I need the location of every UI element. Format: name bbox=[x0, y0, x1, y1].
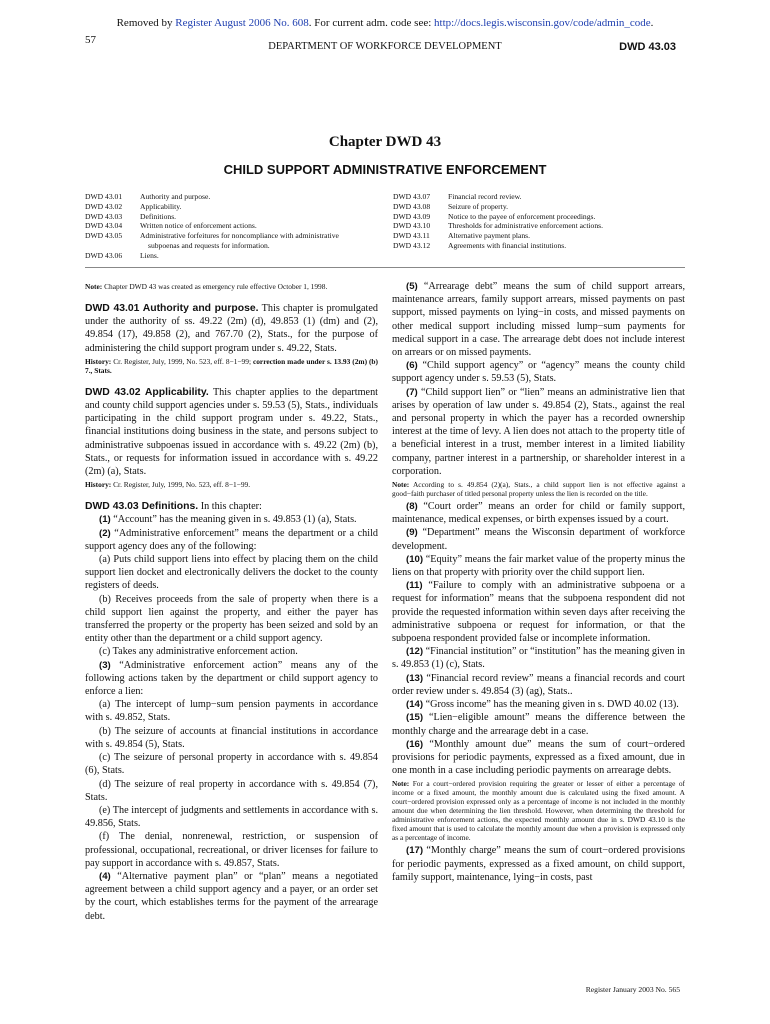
definition-number: (14) bbox=[406, 699, 424, 711]
definition-16 bbox=[392, 738, 685, 778]
toc-number: DWD 43.05 bbox=[85, 231, 123, 241]
definition-2 bbox=[85, 527, 378, 553]
note-text: According to s. 49.854 (2)(a), Stats., a child support lien is not effective against a good−faith purchaser of titled personal property unless the lien is recorded on the title. bbox=[392, 480, 685, 499]
toc-number: DWD 43.03 bbox=[85, 211, 123, 221]
toc-number: DWD 43.09 bbox=[393, 211, 431, 221]
definition-number: (7) bbox=[406, 386, 418, 398]
definition-number: (8) bbox=[406, 501, 418, 513]
definition-text: “Financial institution” or “institution” has the meaning given in s. 49.853 (1) (c), Stats. bbox=[392, 646, 685, 671]
chapter-heading: Chapter DWD 43 bbox=[328, 134, 442, 150]
note-label: Note: bbox=[85, 282, 103, 291]
definition-13 bbox=[392, 672, 685, 698]
toc-title: Notice to the payee of enforcement proceedings. bbox=[448, 211, 596, 221]
section-heading: DWD 43.03 Definitions. bbox=[85, 501, 199, 513]
toc-title: Administrative forfeitures for noncompliance with administrative bbox=[140, 231, 339, 241]
definition-11 bbox=[392, 579, 685, 645]
toc-title: Written notice of enforcement actions. bbox=[140, 221, 257, 231]
paragraph-2c: (c) Takes any administrative enforcement action. bbox=[99, 646, 298, 658]
definition-text: “Lien−eligible amount” means the difference between the monthly charge and the arrearage debt in a case. bbox=[392, 712, 685, 737]
register-link[interactable]: Register August 2006 No. 608 bbox=[175, 17, 309, 29]
section-text: In this chapter: bbox=[198, 501, 262, 513]
definition-12 bbox=[392, 645, 685, 671]
definition-text: “Department” means the Wisconsin department of workforce development. bbox=[392, 527, 685, 552]
history-label: History: bbox=[85, 480, 112, 490]
paragraph-2a: (a) Puts child support liens into effect by placing them on the child support lien docket and electronically delivers the docket to the county registers of deeds. bbox=[85, 554, 378, 592]
toc-number: DWD 43.06 bbox=[85, 250, 123, 260]
toc-number: DWD 43.04 bbox=[85, 221, 123, 231]
banner-suffix: . bbox=[650, 17, 654, 29]
chapter-title: CHILD SUPPORT ADMINISTRATIVE ENFORCEMENT bbox=[223, 162, 547, 177]
definition-1 bbox=[85, 513, 378, 526]
lien-note bbox=[392, 480, 685, 498]
monthly-amount-note bbox=[392, 779, 685, 842]
definition-4 bbox=[85, 870, 378, 923]
definition-text: “Child support agency” or “agency” means the county child support agency under s. 59.53 (5), Stats. bbox=[392, 360, 685, 385]
definition-number: (10) bbox=[406, 553, 424, 565]
toc-number: DWD 43.12 bbox=[393, 240, 431, 250]
section-heading: DWD 43.02 Applicability. bbox=[85, 386, 209, 398]
definition-5 bbox=[392, 280, 685, 359]
definition-text: “Arrearage debt” means the sum of child support arrears, maintenance arrears, family support arrears, missed payments on past support, missed payments on lying−in costs, and missed payments on other medical support including missed lump−sum payments for medical support in a case. The arrearage debt does not include interest on arrears or on missed payments. bbox=[392, 281, 685, 359]
toc-row bbox=[85, 192, 385, 202]
section-code-header: DWD 43.03 bbox=[619, 41, 676, 53]
register-footer: Register January 2003 No. 565 bbox=[585, 985, 680, 994]
section-43-03 bbox=[85, 500, 378, 513]
toc-title: Thresholds for administrative enforcement actions. bbox=[448, 221, 603, 231]
chapter-note bbox=[85, 282, 378, 291]
toc-left bbox=[85, 192, 385, 261]
toc-row bbox=[85, 241, 385, 251]
history-text: Cr. Register, July, 1999, No. 523, eff. 8−1−99; bbox=[111, 356, 253, 366]
history-note bbox=[85, 480, 378, 489]
note-text: For a court−ordered provision requiring the greater or lesser of either a percentage of income or a fixed amount, the monthly amount due is calculated using the fixed amount. A court−ordered provision expressed only as a percentage of income is not included in the monthly amount due when determining the lien threshold. However, when determining the threshold for administrative enforcement actions, the expected monthly amount due in s. DWD 43.10 is the fixed amount that is used to calculate the monthly amount due when a provision is expressed only as a percentage of income. bbox=[392, 779, 685, 843]
definition-number: (17) bbox=[406, 845, 424, 857]
definition-number: (11) bbox=[406, 580, 423, 592]
toc-title: Definitions. bbox=[140, 211, 177, 221]
note-label: Note: bbox=[392, 779, 410, 789]
section-text: This chapter is promulgated under the authority of ss. 49.22 (2m) (d), 49.853 (1) (dm) and (2), 49.854 (17), 49.858 (2), and 767.70 (2), Stats., for the purpose of administering the child support program under s. 49.22, Stats. bbox=[85, 303, 378, 354]
definition-number: (13) bbox=[406, 672, 424, 684]
definition-9 bbox=[392, 526, 685, 552]
toc-number: DWD 43.07 bbox=[393, 192, 431, 201]
definition-text: “Alternative payment plan” or “plan” means a negotiated agreement between a child support agency and a payer, or an order set by the court, which establishes terms for the payment of the arrearage debt. bbox=[85, 870, 378, 922]
left-column bbox=[85, 280, 378, 923]
toc-row bbox=[85, 231, 385, 241]
paragraph-3a: (a) The intercept of lump−sum pension payments in accordance with s. 49.852, Stats. bbox=[85, 699, 378, 724]
definition-text: “Financial record review” means a financial records and court order review under s. 49.854 (3) (ag), Stats.. bbox=[392, 672, 685, 697]
definition-text: “Gross income” has the meaning given in s. DWD 40.02 (13). bbox=[423, 699, 679, 711]
section-43-01 bbox=[85, 302, 378, 355]
toc-title: Agreements with financial institutions. bbox=[448, 240, 567, 250]
removal-banner bbox=[0, 17, 770, 29]
definition-number: (15) bbox=[406, 712, 424, 724]
definition-number: (4) bbox=[99, 870, 111, 882]
toc-number bbox=[85, 241, 140, 251]
toc-row bbox=[393, 241, 693, 251]
paragraph-3e: (e) The intercept of judgments and settlements in accordance with s. 49.856, Stats. bbox=[85, 804, 378, 830]
section-43-02 bbox=[85, 386, 378, 478]
paragraph-3c: (c) The seizure of personal property in accordance with s. 49.854 (6), Stats. bbox=[85, 752, 378, 777]
toc-row bbox=[85, 251, 385, 261]
definition-6 bbox=[392, 359, 685, 385]
definition-text: “Monthly amount due” means the sum of court−ordered provisions for periodic payments, expressed as a fixed amount, due in one month in a case including periodic payments on arrearage debts. bbox=[392, 738, 685, 777]
toc-row bbox=[393, 231, 693, 241]
definition-text: “Account” has the meaning given in s. 49.853 (1) (a), Stats. bbox=[110, 514, 357, 526]
definition-15 bbox=[392, 711, 685, 737]
divider-line bbox=[85, 267, 685, 268]
definition-3 bbox=[85, 659, 378, 699]
definition-number: (5) bbox=[406, 281, 418, 292]
definition-17 bbox=[392, 844, 685, 884]
toc-title: Financial record review. bbox=[448, 192, 522, 201]
toc-title: Alternative payment plans. bbox=[448, 231, 531, 241]
right-column bbox=[392, 280, 685, 884]
history-text: Cr. Register, July, 1999, No. 523, eff. 8−1−99. bbox=[111, 480, 251, 490]
toc-row bbox=[393, 192, 693, 202]
toc-title: Seizure of property. bbox=[448, 201, 509, 211]
toc-row bbox=[393, 202, 693, 212]
section-text: This chapter applies to the department and county child support agencies under s. 59.53 (5), Stats., individuals participating in the child support program under s. 49.22, Stats., financial institutions doing business in the state, and persons subject to administrative subpoenas issued in accordance with s. 49.22 (2m) (b), Stats., or requests for information issued in accordance with s. 49.22 (2m) (a), Stats. bbox=[85, 386, 378, 478]
toc-number: DWD 43.10 bbox=[393, 221, 431, 231]
toc-row bbox=[85, 221, 385, 231]
definition-8 bbox=[392, 500, 685, 526]
note-text: Chapter DWD 43 was created as emergency rule effective October 1, 1998. bbox=[102, 282, 328, 291]
history-correction: correction made under s. 13.93 (2m) (b) 7., Stats. bbox=[85, 356, 378, 375]
banner-prefix: Removed by bbox=[116, 17, 176, 29]
definition-number: (6) bbox=[406, 360, 418, 372]
definition-text: “Equity” means the fair market value of the property minus the liens on that property with priority over the child support lien. bbox=[392, 553, 685, 579]
paragraph-3f: (f) The denial, nonrenewal, restriction, or suspension of professional, occupational, recreational, or driver licenses for failure to pay support in accordance with s. 49.857, Stats. bbox=[85, 831, 378, 869]
banner-middle: . For current adm. code see: bbox=[308, 17, 435, 29]
note-label: Note: bbox=[392, 480, 410, 490]
definition-text: “Administrative enforcement” means the department or a child support agency does any of the following: bbox=[85, 527, 378, 552]
toc-right bbox=[393, 192, 693, 251]
definition-number: (2) bbox=[99, 527, 111, 539]
definition-number: (3) bbox=[99, 659, 111, 671]
definition-number: (12) bbox=[406, 646, 424, 658]
toc-title: Authority and purpose. bbox=[140, 192, 211, 201]
definition-number: (16) bbox=[406, 738, 424, 750]
toc-title: Liens. bbox=[140, 250, 159, 260]
toc-title: Applicability. bbox=[140, 201, 182, 211]
toc-row bbox=[85, 212, 385, 222]
definition-14 bbox=[392, 698, 685, 711]
toc-number: DWD 43.11 bbox=[393, 231, 430, 241]
paragraph-3d: (d) The seizure of real property in accordance with s. 49.854 (7), Stats. bbox=[85, 778, 378, 803]
definition-text: “Administrative enforcement action” means any of the following actions taken by the department or child support agency to enforce a lien: bbox=[85, 659, 378, 698]
toc-number: DWD 43.08 bbox=[393, 201, 431, 211]
toc-row bbox=[393, 221, 693, 231]
toc-title: subpoenas and requests for information. bbox=[148, 240, 270, 250]
department-header: DEPARTMENT OF WORKFORCE DEVELOPMENT bbox=[268, 41, 502, 52]
definition-number: (1) bbox=[99, 514, 111, 526]
admin-code-link[interactable]: http://docs.legis.wisconsin.gov/code/admin_code bbox=[434, 17, 651, 29]
section-heading: DWD 43.01 Authority and purpose. bbox=[85, 303, 259, 314]
toc-row bbox=[393, 212, 693, 222]
definition-number: (9) bbox=[406, 527, 418, 539]
toc-row bbox=[85, 202, 385, 212]
page-number: 57 bbox=[85, 34, 96, 46]
history-note bbox=[85, 357, 378, 375]
paragraph-3b: (b) The seizure of accounts at financial institutions in accordance with s. 49.854 (5), Stats. bbox=[85, 725, 378, 750]
toc-number: DWD 43.01 bbox=[85, 192, 123, 201]
definition-text: “Child support lien” or “lien” means an administrative lien that arises by operation of law under s. 49.854 (2), Stats., against the real and personal property in which the payer has a recorded ownership interest at the time of levy. A lien does not attach to the property title of a beneficial interest in a trust, member interest in a limited liability company, partner interest in a partnership, or shareholder interest in a corporation. bbox=[392, 386, 685, 477]
definition-text: “Monthly charge” means the sum of court−ordered provisions for periodic payments, expressed as a fixed amount, on child support, family support, maintenance, lying−in costs, past bbox=[392, 845, 685, 883]
toc-number: DWD 43.02 bbox=[85, 201, 123, 211]
paragraph-2b: (b) Receives proceeds from the sale of property when there is a child support lien against the property, and either the payer has transferred the property or the property has been seized and sold by an entity other than the department or a child support agency. bbox=[85, 593, 378, 645]
definition-text: “Failure to comply with an administrative subpoena or a request for information” means that the subpoena respondent did not provide the requested information within seven days after receiving the administrative subpoena or request for information, or that the subpoena respondent provided false or incomplete information. bbox=[392, 580, 685, 645]
definition-10 bbox=[392, 553, 685, 579]
history-label: History: bbox=[85, 356, 112, 366]
definition-7 bbox=[392, 386, 685, 478]
definition-text: “Court order” means an order for child or family support, maintenance, medical expenses, or birth expenses issued by a court. bbox=[392, 501, 685, 526]
